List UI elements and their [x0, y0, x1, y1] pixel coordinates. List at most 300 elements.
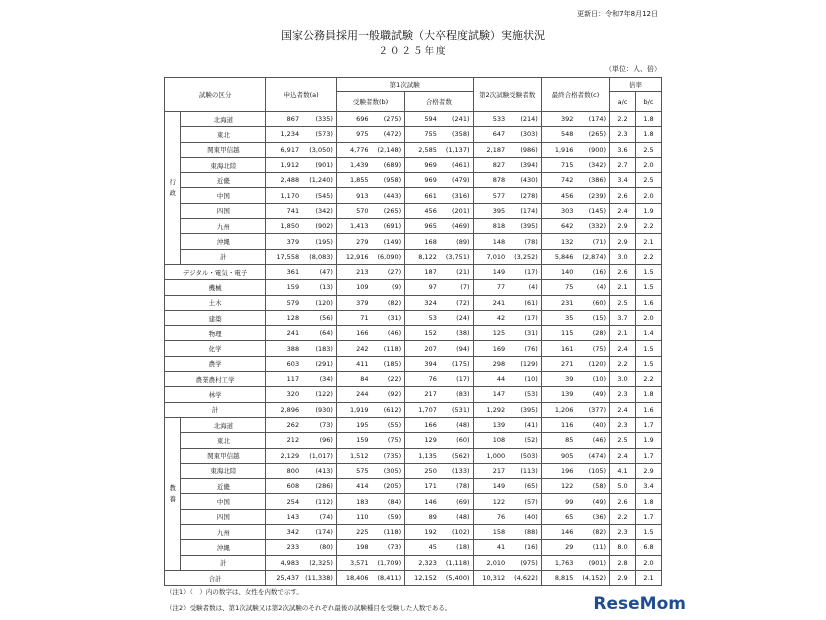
table-row — [165, 173, 662, 188]
cell-ac: 2.9 — [610, 570, 636, 585]
cell-s: 42 — [473, 310, 507, 325]
cell-ac: 2.6 — [610, 188, 636, 203]
header-applicants: 申込者数(a) — [266, 78, 337, 112]
cell-sp: (278) — [507, 188, 541, 203]
cell-ac: 2.1 — [610, 280, 636, 295]
cell-ac: 2.9 — [610, 234, 636, 249]
row-label: 近畿 — [181, 173, 266, 188]
cell-cp: (105) — [575, 463, 609, 478]
cell-c: 139 — [541, 387, 575, 402]
cell-sp: (4) — [507, 280, 541, 295]
cell-p1p: (175) — [439, 356, 473, 371]
cell-p1: 217 — [405, 387, 439, 402]
cell-b: 225 — [336, 525, 370, 540]
cell-b: 1,439 — [336, 157, 370, 172]
cell-cp: (36) — [575, 509, 609, 524]
cell-sp: (395) — [507, 402, 541, 417]
cell-c: 29 — [541, 540, 575, 555]
cell-p1p: (21) — [439, 264, 473, 279]
cell-bp: (84) — [371, 494, 405, 509]
cell-p1p: (102) — [439, 525, 473, 540]
cell-bp: (958) — [371, 173, 405, 188]
table-row — [165, 387, 662, 402]
cell-a: 388 — [266, 341, 301, 356]
cell-p1p: (94) — [439, 341, 473, 356]
cell-p1p: (60) — [439, 433, 473, 448]
cell-ac: 2.2 — [610, 509, 636, 524]
cell-c: 303 — [541, 203, 575, 218]
table-row — [165, 525, 662, 540]
table-header — [165, 78, 662, 112]
cell-p1: 152 — [405, 326, 439, 341]
cell-s: 647 — [473, 127, 507, 142]
cell-bc: 3.4 — [635, 479, 661, 494]
row-label: 東海北陸 — [181, 157, 266, 172]
table-row — [165, 234, 662, 249]
cell-cp: (386) — [575, 173, 609, 188]
cell-a: 342 — [266, 525, 301, 540]
cell-ac: 5.0 — [610, 479, 636, 494]
cell-ap: (122) — [301, 387, 336, 402]
cell-bp: (46) — [371, 326, 405, 341]
cell-bc: 1.6 — [635, 295, 661, 310]
cell-b: 414 — [336, 479, 370, 494]
cell-a: 1,234 — [266, 127, 301, 142]
cell-ac: 2.2 — [610, 112, 636, 127]
row-label: 東海北陸 — [181, 463, 266, 478]
row-label: 沖縄 — [181, 234, 266, 249]
cell-bc: 2.1 — [635, 570, 661, 585]
cell-s: 1,000 — [473, 448, 507, 463]
cell-sp: (40) — [507, 509, 541, 524]
results-table — [164, 77, 662, 586]
cell-p1: 168 — [405, 234, 439, 249]
cell-a: 1,850 — [266, 219, 301, 234]
cell-ap: (73) — [301, 417, 336, 432]
cell-sp: (394) — [507, 157, 541, 172]
cell-bp: (92) — [371, 387, 405, 402]
cell-b: 975 — [336, 127, 370, 142]
row-label: 計 — [181, 249, 266, 264]
cell-p1: 129 — [405, 433, 439, 448]
cell-s: 10,312 — [473, 570, 507, 585]
cell-bc: 2.0 — [635, 310, 661, 325]
cell-cp: (60) — [575, 295, 609, 310]
cell-s: 77 — [473, 280, 507, 295]
row-label: 北海道 — [181, 112, 266, 127]
cell-p1: 965 — [405, 219, 439, 234]
row-label: 中国 — [181, 188, 266, 203]
cell-bp: (59) — [371, 509, 405, 524]
table-row — [165, 188, 662, 203]
cell-bc: 2.0 — [635, 157, 661, 172]
table-row — [165, 310, 662, 325]
cell-bp: (443) — [371, 188, 405, 203]
cell-p1p: (531) — [439, 402, 473, 417]
cell-sp: (31) — [507, 326, 541, 341]
cell-a: 2,488 — [266, 173, 301, 188]
cell-sp: (16) — [507, 540, 541, 555]
cell-sp: (395) — [507, 219, 541, 234]
cell-bc: 2.2 — [635, 249, 661, 264]
cell-a: 867 — [266, 112, 301, 127]
updated-date: 更新日：令和7年8月12日 — [577, 10, 658, 18]
cell-a: 117 — [266, 372, 301, 387]
cell-a: 603 — [266, 356, 301, 371]
cell-bc: 1.7 — [635, 417, 661, 432]
header-ratio: 倍率 — [610, 78, 662, 92]
cell-a: 579 — [266, 295, 301, 310]
table-row — [165, 433, 662, 448]
cell-p1p: (358) — [439, 127, 473, 142]
cell-ac: 3.0 — [610, 372, 636, 387]
cell-ap: (80) — [301, 540, 336, 555]
row-label: 林学 — [165, 387, 266, 402]
cell-ap: (56) — [301, 310, 336, 325]
cell-c: 122 — [541, 479, 575, 494]
cell-a: 25,437 — [266, 570, 301, 585]
cell-cp: (49) — [575, 494, 609, 509]
cell-ac: 2.1 — [610, 326, 636, 341]
cell-p1p: (89) — [439, 234, 473, 249]
cell-c: 161 — [541, 341, 575, 356]
note-2: （注2）受験者数は、第1次試験又は第2次試験のそれぞれ最後の試験種目を受験した人数である。 — [166, 604, 452, 612]
cell-cp: (71) — [575, 234, 609, 249]
cell-ac: 2.5 — [610, 433, 636, 448]
cell-cp: (40) — [575, 417, 609, 432]
cell-a: 361 — [266, 264, 301, 279]
cell-ap: (3,050) — [301, 142, 336, 157]
cell-p1: 171 — [405, 479, 439, 494]
cell-s: 827 — [473, 157, 507, 172]
cell-bp: (735) — [371, 448, 405, 463]
cell-ac: 2.6 — [610, 264, 636, 279]
table-row — [165, 127, 662, 142]
cell-s: 122 — [473, 494, 507, 509]
table-row — [165, 356, 662, 371]
cell-a: 2,896 — [266, 402, 301, 417]
cell-ac: 2.6 — [610, 494, 636, 509]
table-row — [165, 249, 662, 264]
cell-bp: (82) — [371, 295, 405, 310]
cell-c: 146 — [541, 525, 575, 540]
cell-ap: (13) — [301, 280, 336, 295]
cell-cp: (342) — [575, 157, 609, 172]
cell-ac: 2.7 — [610, 157, 636, 172]
page-title: 国家公務員採用一般職試験（大卒程度試験）実施状況 — [281, 29, 545, 42]
cell-cp: (28) — [575, 326, 609, 341]
header-final: 最終合格者数(c) — [541, 78, 609, 112]
cell-ac: 3.6 — [610, 142, 636, 157]
cell-ap: (195) — [301, 234, 336, 249]
cell-ac: 2.4 — [610, 341, 636, 356]
cell-ap: (112) — [301, 494, 336, 509]
cell-p1: 456 — [405, 203, 439, 218]
cell-b: 1,855 — [336, 173, 370, 188]
cell-bc: 1.7 — [635, 509, 661, 524]
cell-ap: (291) — [301, 356, 336, 371]
cell-sp: (129) — [507, 356, 541, 371]
cell-b: 575 — [336, 463, 370, 478]
cell-p1p: (3,751) — [439, 249, 473, 264]
cell-p1p: (562) — [439, 448, 473, 463]
table-row — [165, 264, 662, 279]
row-label: 北海道 — [181, 417, 266, 432]
group-gyosei — [165, 112, 181, 265]
cell-s: 125 — [473, 326, 507, 341]
fiscal-year: ２０２５年度 — [378, 46, 448, 57]
note-1: （注1）（ ）内の数字は、女性を内数で示す。 — [166, 588, 303, 596]
cell-ap: (34) — [301, 372, 336, 387]
cell-p1: 207 — [405, 341, 439, 356]
cell-sp: (88) — [507, 525, 541, 540]
cell-ac: 2.4 — [610, 203, 636, 218]
cell-a: 741 — [266, 203, 301, 218]
cell-sp: (10) — [507, 372, 541, 387]
cell-p1p: (72) — [439, 295, 473, 310]
cell-bp: (55) — [371, 417, 405, 432]
cell-s: 41 — [473, 540, 507, 555]
cell-c: 271 — [541, 356, 575, 371]
cell-cp: (82) — [575, 525, 609, 540]
cell-c: 35 — [541, 310, 575, 325]
cell-ap: (1,240) — [301, 173, 336, 188]
table-row — [165, 402, 662, 417]
cell-bp: (27) — [371, 264, 405, 279]
cell-p1: 594 — [405, 112, 439, 127]
cell-s: 149 — [473, 264, 507, 279]
cell-b: 4,776 — [336, 142, 370, 157]
cell-p1: 187 — [405, 264, 439, 279]
cell-b: 12,916 — [336, 249, 370, 264]
cell-s: 2,187 — [473, 142, 507, 157]
table-row — [165, 372, 662, 387]
cell-bc: 1.5 — [635, 356, 661, 371]
cell-b: 1,413 — [336, 219, 370, 234]
cell-bc: 2.2 — [635, 372, 661, 387]
cell-cp: (239) — [575, 188, 609, 203]
cell-c: 99 — [541, 494, 575, 509]
row-label: 沖縄 — [181, 540, 266, 555]
cell-cp: (11) — [575, 540, 609, 555]
cell-bc: 1.8 — [635, 494, 661, 509]
cell-c: 116 — [541, 417, 575, 432]
table-row — [165, 203, 662, 218]
cell-s: 533 — [473, 112, 507, 127]
cell-a: 254 — [266, 494, 301, 509]
cell-p1: 166 — [405, 417, 439, 432]
cell-s: 217 — [473, 463, 507, 478]
cell-c: 140 — [541, 264, 575, 279]
cell-s: 139 — [473, 417, 507, 432]
cell-sp: (65) — [507, 479, 541, 494]
cell-sp: (53) — [507, 387, 541, 402]
cell-ac: 2.4 — [610, 448, 636, 463]
cell-bc: 2.1 — [635, 234, 661, 249]
cell-p1: 755 — [405, 127, 439, 142]
cell-p1: 1,135 — [405, 448, 439, 463]
row-label: 物理 — [165, 326, 266, 341]
cell-p1: 324 — [405, 295, 439, 310]
cell-a: 262 — [266, 417, 301, 432]
cell-bp: (612) — [371, 402, 405, 417]
table-row — [165, 494, 662, 509]
row-label: 建築 — [165, 310, 266, 325]
row-label: 計 — [165, 402, 266, 417]
cell-cp: (145) — [575, 203, 609, 218]
cell-p1: 146 — [405, 494, 439, 509]
cell-p1p: (48) — [439, 417, 473, 432]
cell-bc: 2.2 — [635, 219, 661, 234]
cell-b: 1,512 — [336, 448, 370, 463]
cell-p1p: (1,137) — [439, 142, 473, 157]
cell-c: 75 — [541, 280, 575, 295]
cell-a: 320 — [266, 387, 301, 402]
cell-p1: 394 — [405, 356, 439, 371]
cell-b: 213 — [336, 264, 370, 279]
cell-p1p: (461) — [439, 157, 473, 172]
cell-cp: (2,874) — [575, 249, 609, 264]
cell-p1: 661 — [405, 188, 439, 203]
cell-a: 143 — [266, 509, 301, 524]
header-ratio-ac: a/c — [610, 92, 636, 112]
cell-c: 5,846 — [541, 249, 575, 264]
cell-c: 456 — [541, 188, 575, 203]
cell-bc: 1.5 — [635, 280, 661, 295]
cell-bp: (6,090) — [371, 249, 405, 264]
cell-ap: (120) — [301, 295, 336, 310]
cell-ac: 2.5 — [610, 295, 636, 310]
table-row — [165, 112, 662, 127]
table-body — [165, 112, 662, 586]
row-label: 東北 — [181, 433, 266, 448]
cell-bp: (8,411) — [371, 570, 405, 585]
cell-a: 241 — [266, 326, 301, 341]
cell-ac: 2.9 — [610, 219, 636, 234]
cell-sp: (76) — [507, 341, 541, 356]
cell-p1: 89 — [405, 509, 439, 524]
cell-b: 198 — [336, 540, 370, 555]
header-category: 試験の区分 — [165, 78, 266, 112]
cell-ap: (74) — [301, 509, 336, 524]
cell-cp: (4,152) — [575, 570, 609, 585]
cell-c: 115 — [541, 326, 575, 341]
cell-s: 241 — [473, 295, 507, 310]
cell-p1: 1,707 — [405, 402, 439, 417]
cell-bp: (31) — [371, 310, 405, 325]
cell-cp: (46) — [575, 433, 609, 448]
cell-cp: (900) — [575, 142, 609, 157]
cell-bp: (691) — [371, 219, 405, 234]
cell-p1p: (5,400) — [439, 570, 473, 585]
cell-a: 128 — [266, 310, 301, 325]
cell-c: 548 — [541, 127, 575, 142]
cell-bc: 1.6 — [635, 402, 661, 417]
cell-s: 108 — [473, 433, 507, 448]
cell-c: 1,763 — [541, 555, 575, 570]
cell-s: 395 — [473, 203, 507, 218]
cell-bp: (305) — [371, 463, 405, 478]
table-row — [165, 463, 662, 478]
table-row — [165, 448, 662, 463]
cell-sp: (78) — [507, 234, 541, 249]
table-row — [165, 555, 662, 570]
cell-ac: 2.8 — [610, 555, 636, 570]
cell-cp: (10) — [575, 372, 609, 387]
header-first: 第1次試験 — [336, 78, 473, 92]
cell-s: 76 — [473, 509, 507, 524]
cell-p1: 76 — [405, 372, 439, 387]
cell-ap: (64) — [301, 326, 336, 341]
cell-a: 800 — [266, 463, 301, 478]
cell-bp: (265) — [371, 203, 405, 218]
cell-bp: (73) — [371, 540, 405, 555]
row-label: 合計 — [165, 570, 266, 585]
cell-c: 742 — [541, 173, 575, 188]
header-passers: 合格者数 — [405, 92, 473, 112]
row-label: 中国 — [181, 494, 266, 509]
cell-b: 166 — [336, 326, 370, 341]
table-row — [165, 157, 662, 172]
cell-ap: (11,338) — [301, 570, 336, 585]
group-label: 行 政 — [169, 177, 176, 197]
cell-bp: (75) — [371, 433, 405, 448]
row-label: 計 — [181, 555, 266, 570]
cell-ac: 3.0 — [610, 249, 636, 264]
cell-bp: (205) — [371, 479, 405, 494]
cell-c: 85 — [541, 433, 575, 448]
cell-p1: 45 — [405, 540, 439, 555]
cell-ac: 2.3 — [610, 127, 636, 142]
cell-ap: (413) — [301, 463, 336, 478]
cell-bc: 1.9 — [635, 203, 661, 218]
cell-sp: (986) — [507, 142, 541, 157]
table-row — [165, 280, 662, 295]
cell-cp: (474) — [575, 448, 609, 463]
cell-p1p: (18) — [439, 540, 473, 555]
cell-ap: (342) — [301, 203, 336, 218]
cell-ap: (2,325) — [301, 555, 336, 570]
cell-bc: 6.8 — [635, 540, 661, 555]
cell-cp: (49) — [575, 387, 609, 402]
header-examinees: 受験者数(b) — [336, 92, 404, 112]
cell-p1p: (1,118) — [439, 555, 473, 570]
cell-sp: (4,622) — [507, 570, 541, 585]
cell-bc: 2.5 — [635, 142, 661, 157]
cell-cp: (15) — [575, 310, 609, 325]
cell-ac: 2.3 — [610, 525, 636, 540]
cell-cp: (332) — [575, 219, 609, 234]
cell-bc: 1.8 — [635, 387, 661, 402]
cell-ac: 3.4 — [610, 173, 636, 188]
cell-sp: (17) — [507, 310, 541, 325]
cell-c: 1,206 — [541, 402, 575, 417]
cell-bp: (185) — [371, 356, 405, 371]
cell-cp: (75) — [575, 341, 609, 356]
cell-sp: (303) — [507, 127, 541, 142]
cell-sp: (57) — [507, 494, 541, 509]
cell-p1: 969 — [405, 173, 439, 188]
cell-cp: (265) — [575, 127, 609, 142]
cell-cp: (174) — [575, 112, 609, 127]
cell-b: 183 — [336, 494, 370, 509]
table-row — [165, 509, 662, 524]
cell-sp: (503) — [507, 448, 541, 463]
cell-p1p: (241) — [439, 112, 473, 127]
cell-a: 6,917 — [266, 142, 301, 157]
cell-ac: 2.3 — [610, 387, 636, 402]
group-kyoyo — [165, 417, 181, 570]
